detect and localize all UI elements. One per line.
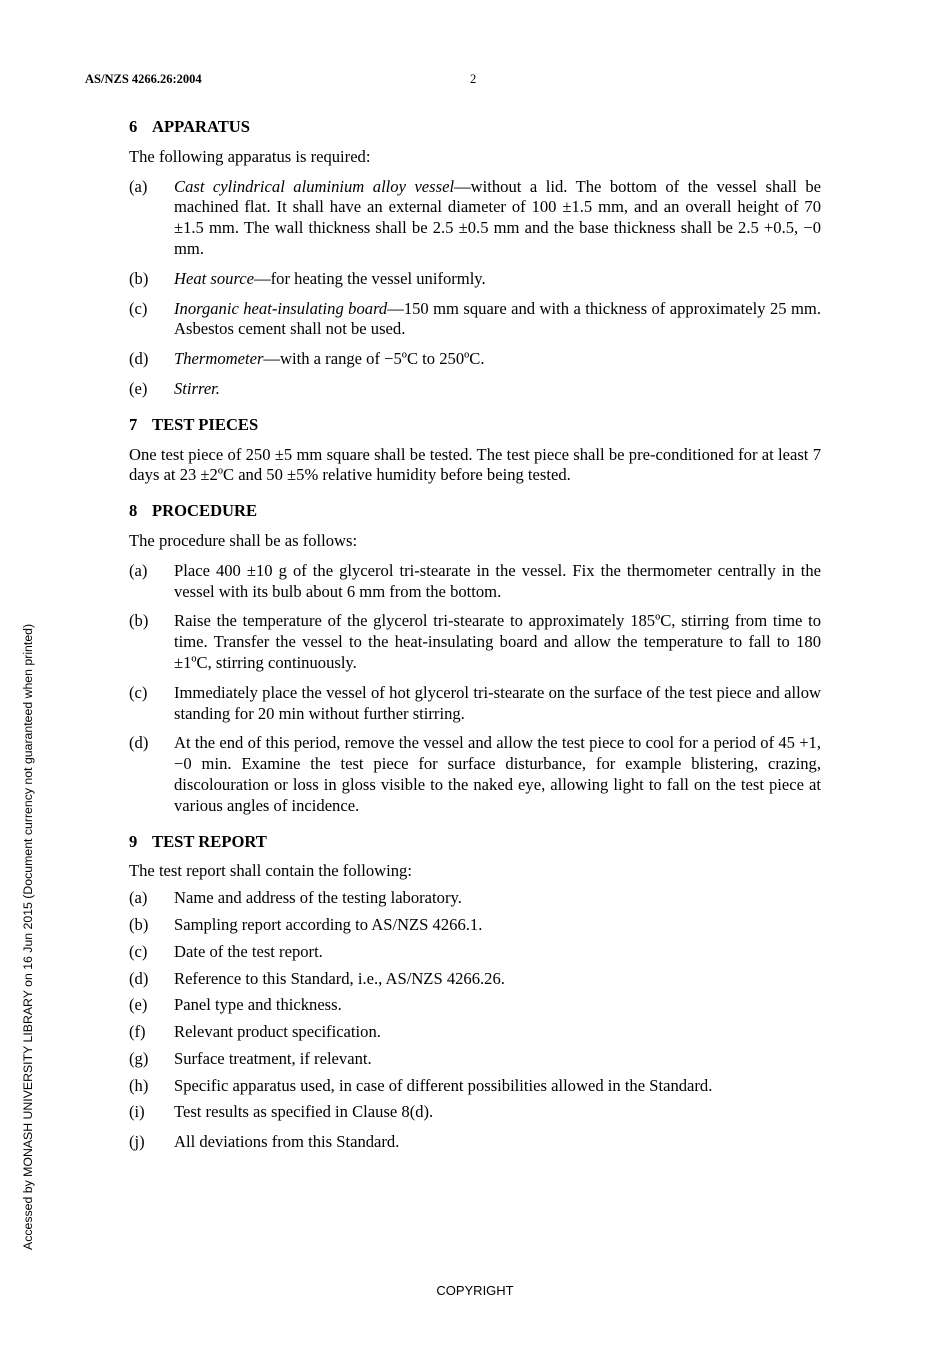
item-label: (d) [129,349,149,369]
section-title: APPARATUS [152,117,251,136]
item-label: (b) [129,611,149,631]
item-text: Reference to this Standard, i.e., AS/NZS 4266.26. [174,968,505,988]
item-text: Test results as specified in Clause 8(d). [174,1102,434,1122]
item-label: (c) [129,941,148,961]
item-label: (g) [129,1048,149,1068]
item-text: Immediately place the vessel of hot glycerol tri-stearate on the surface of the test piece and allow standing for 20 min without further stirring. [174,682,821,723]
item-label: (j) [129,1132,145,1152]
item-label: (b) [129,268,149,288]
list-item [129,1049,821,1070]
item-description: —without a lid. The bottom of the vessel shall be machined flat. It shall have an external diameter of 100 ±1.5 mm, and an overall height of 70 ±1.5 mm. The wall thickness shall be 2.5 ±0.5 mm and the base thickness shall be 2.5 +0.5, −0 mm. [174,176,821,258]
document-code: AS/NZS 4266.26:2004 [85,72,202,86]
list-item [129,1076,821,1097]
section-number: 7 [129,414,138,434]
item-term: Thermometer [174,349,264,369]
item-text: Raise the temperature of the glycerol tri-stearate to approximately 185ºC, stirring from time to time. Transfer the vessel to the heat-insulating board and allow the temperature to fall to 180 ±1ºC, stirring continuously. [174,611,821,672]
item-description: —for heating the vessel uniformly. [254,268,486,288]
item-label: (a) [129,560,148,580]
item-label: (e) [129,378,148,398]
list-item [129,299,821,341]
item-text: Place 400 ±10 g of the glycerol tri-stearate in the vessel. Fix the thermometer centrally in the vessel with its bulb about 6 mm from the bottom. [174,560,821,601]
item-text [174,269,821,290]
list-item [129,915,821,936]
item-text: Surface treatment, if relevant. [174,1048,372,1068]
section-intro: The following apparatus is required: [129,146,371,166]
section-heading-test-report [129,832,821,853]
item-label: (e) [129,995,148,1015]
section-title: TEST PIECES [152,414,259,434]
section-intro: The test report shall contain the following: [129,861,412,881]
item-text [174,299,821,341]
list-item [129,379,821,400]
list-item [129,269,821,290]
list-item [129,177,821,260]
item-term: Inorganic heat-insulating board [174,298,388,318]
item-text: At the end of this period, remove the vessel and allow the test piece to cool for a period of 45 +1, −0 min. Examine the test piece for surface disturbance, for example blistering, crazing, discolouration or loss in gloss visible to the naked eye, allowing light to fall on the test piece at various angles of incidence. [174,733,821,815]
list-item [129,611,821,673]
item-text: All deviations from this Standard. [174,1132,400,1152]
page-number: 2 [470,72,477,86]
section-number: 9 [129,831,138,851]
item-label: (c) [129,298,148,318]
item-text [174,379,821,400]
item-description: —150 mm square and with a thickness of approximately 25 mm. Asbestos cement shall not be used. [174,298,821,339]
list-item [129,995,821,1016]
item-label: (i) [129,1102,145,1122]
item-text [174,177,821,260]
list-item [129,561,821,603]
item-text: Sampling report according to AS/NZS 4266.1. [174,914,483,934]
section-heading-apparatus [129,117,821,138]
list-item [129,1132,821,1153]
item-label: (a) [129,888,148,908]
item-text: Panel type and thickness. [174,995,342,1015]
item-text: Date of the test report. [174,941,323,961]
list-item [129,888,821,909]
page-body [129,117,821,1159]
list-item [129,1022,821,1043]
item-label: (d) [129,968,149,988]
item-label: (f) [129,1022,146,1042]
item-label: (c) [129,682,148,702]
section-number: 6 [129,117,138,136]
item-term: Cast cylindrical aluminium alloy vessel [174,176,455,196]
list-item [129,942,821,963]
copyright-footer: COPYRIGHT [436,1283,514,1298]
section-intro: The procedure shall be as follows: [129,530,358,550]
item-text: Specific apparatus used, in case of different possibilities allowed in the Standard. [174,1075,713,1095]
item-label: (d) [129,733,149,753]
item-description: —with a range of −5ºC to 250ºC. [263,349,485,369]
section-body: One test piece of 250 ±5 mm square shall be tested. The test piece shall be pre-conditioned for at least 7 days at 23 ±2ºC and 50 ±5% relative humidity before being tested. [129,444,821,485]
item-label: (h) [129,1075,149,1095]
list-item [129,969,821,990]
section-heading-test-pieces [129,415,821,436]
section-heading-procedure [129,501,821,522]
list-item [129,1102,821,1123]
item-term: Stirrer. [174,378,220,398]
access-watermark: Accessed by MONASH UNIVERSITY LIBRARY on 16 Jun 2015 (Document currency not guaranteed when printed) [21,623,35,1250]
section-number: 8 [129,501,138,521]
list-item [129,349,821,370]
item-label: (a) [129,176,148,196]
list-item [129,683,821,725]
item-text: Name and address of the testing laboratory. [174,888,462,908]
item-text: Relevant product specification. [174,1022,381,1042]
item-label: (b) [129,914,149,934]
section-title: PROCEDURE [152,501,258,521]
list-item [129,733,821,816]
item-term: Heat source [174,268,255,288]
item-text [174,349,821,370]
section-title: TEST REPORT [152,831,267,851]
